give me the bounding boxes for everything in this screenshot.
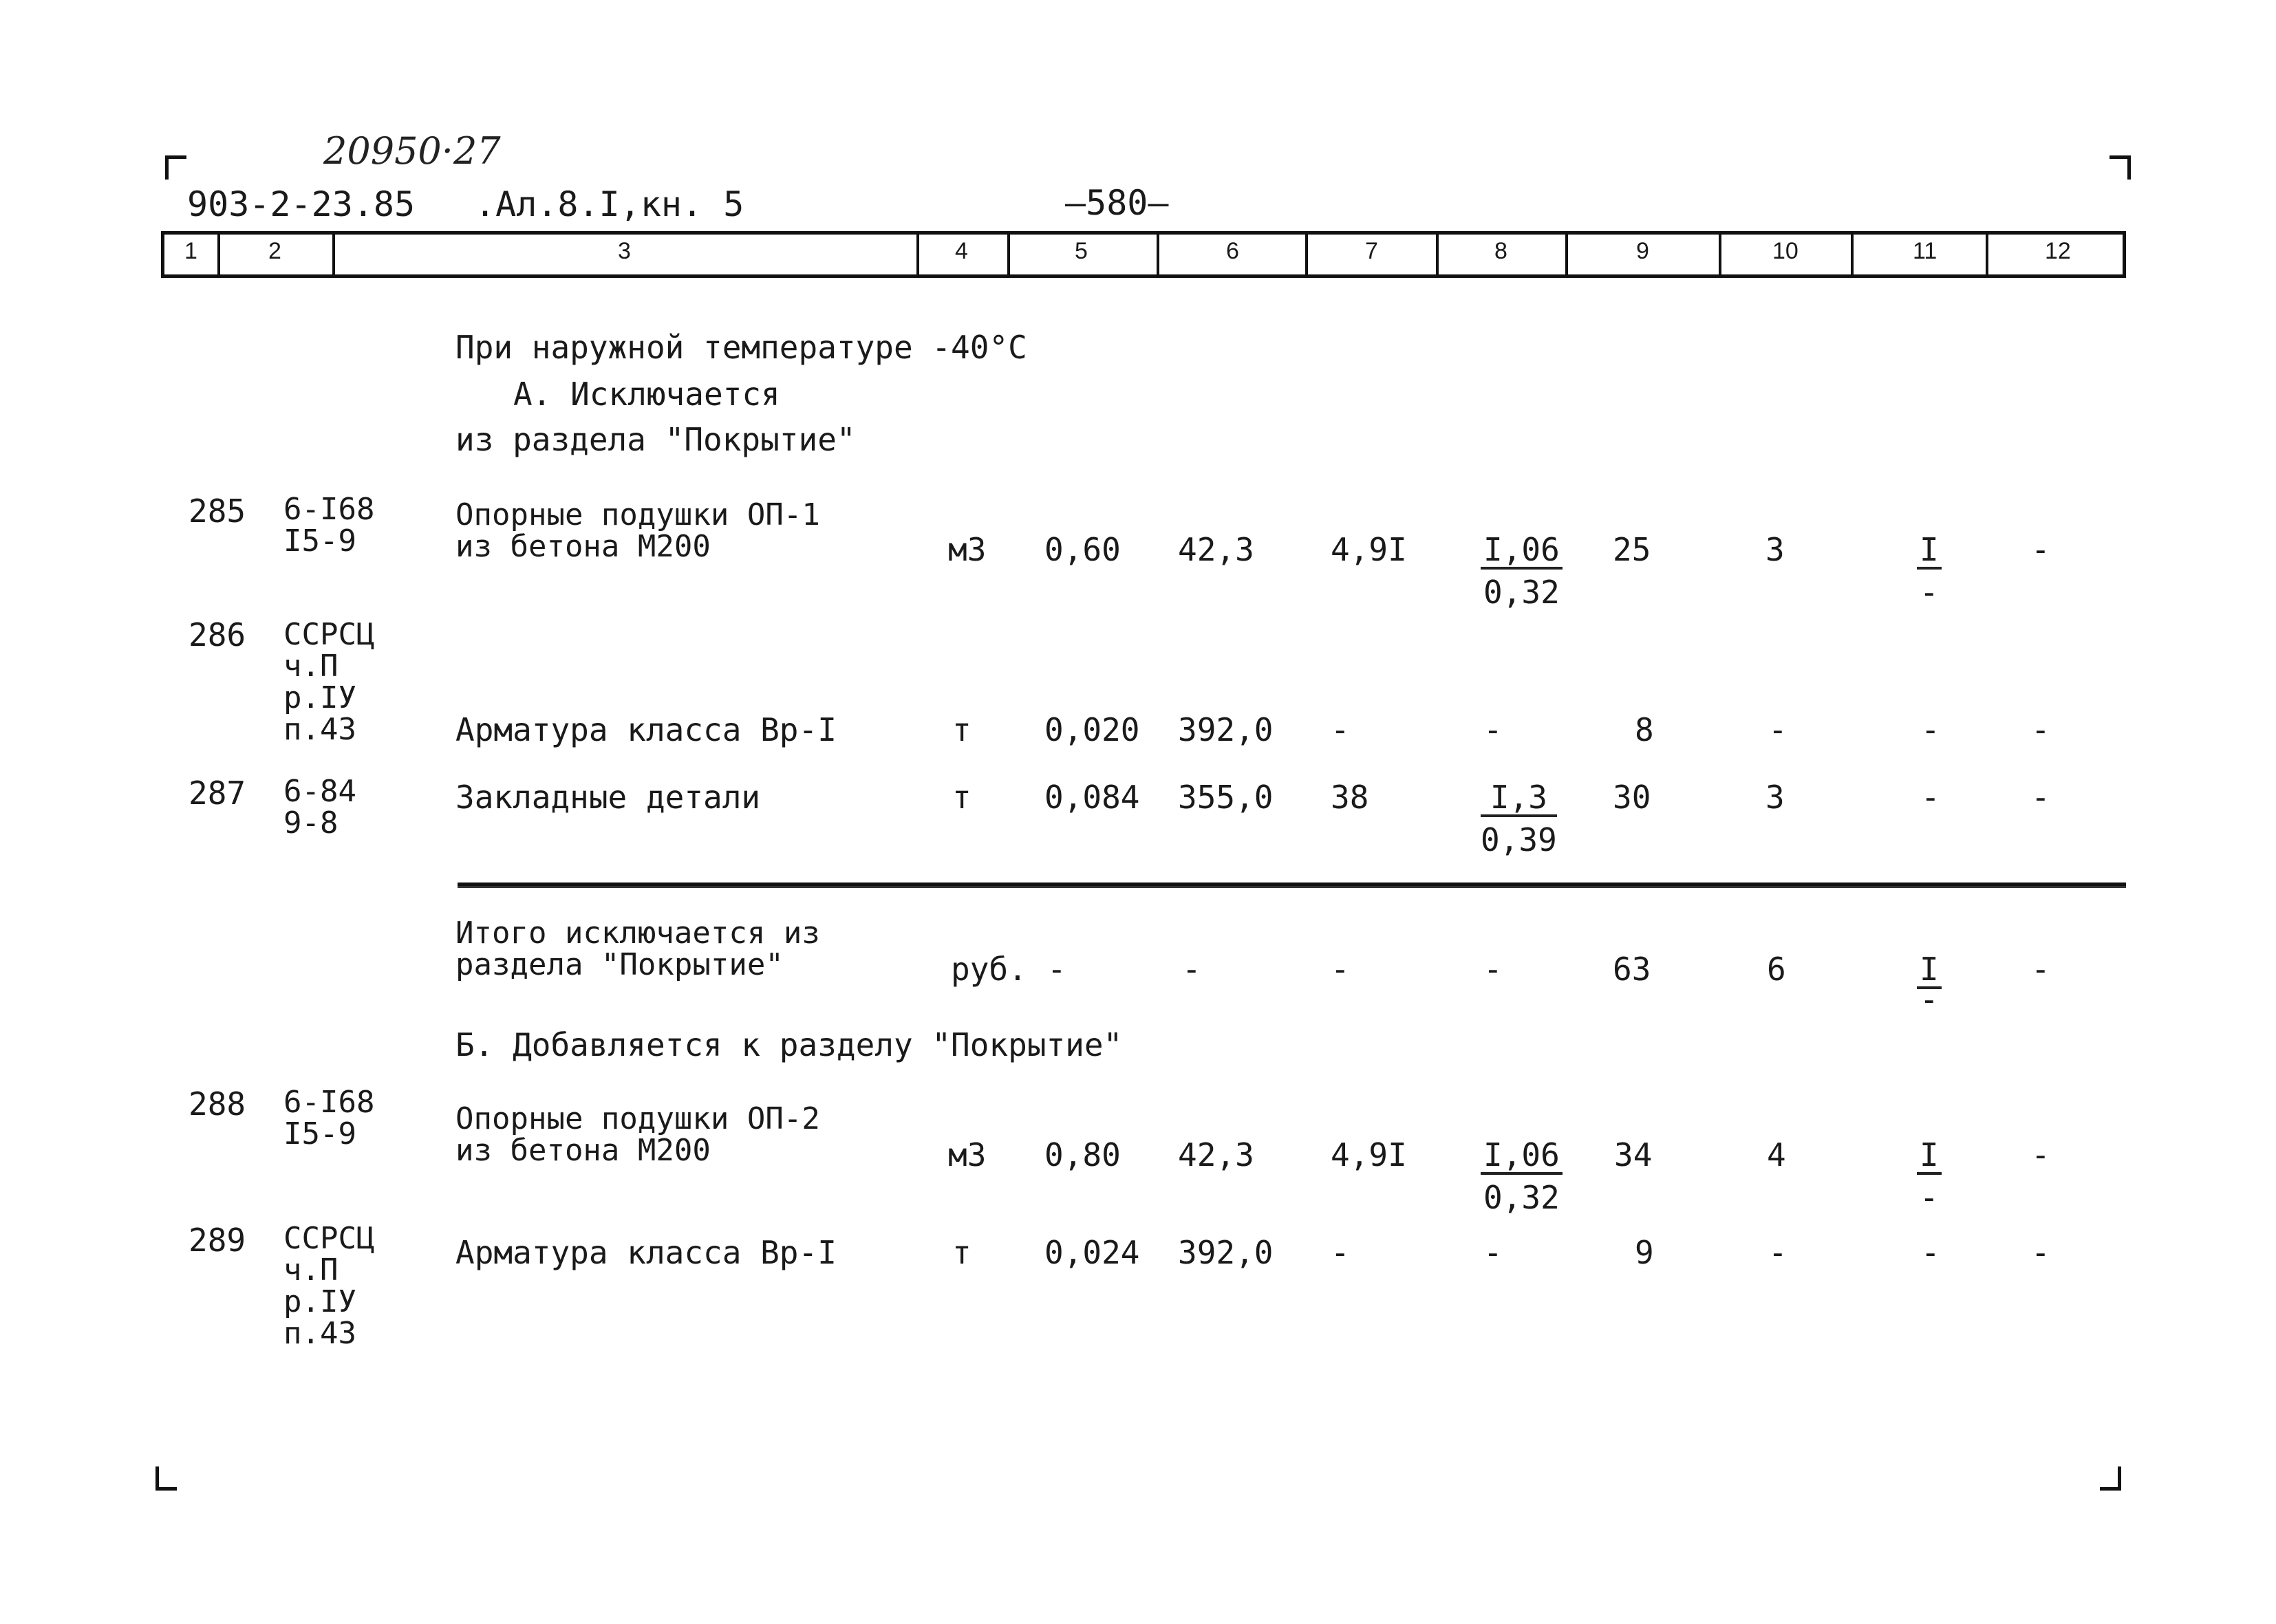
row-price: 42,3 — [1178, 1136, 1254, 1173]
total-col5: - — [1047, 951, 1066, 988]
fraction-top: I,06 — [1481, 532, 1563, 570]
album-reference: .Ал.8.I,кн. 5 — [475, 184, 744, 224]
row-code-line: ч.П — [283, 1253, 339, 1288]
row-number: 285 — [189, 492, 246, 530]
row-code-line: ССРСЦ — [283, 617, 375, 652]
row-name: Арматура класса Вр-I — [455, 1234, 837, 1271]
row-code-line: 6-I68 — [283, 492, 375, 527]
row-col10: 4 — [1767, 1136, 1786, 1173]
fraction-bottom: - — [1920, 1179, 1939, 1216]
row-code-line: 6-84 — [283, 774, 356, 809]
row-number: 286 — [189, 616, 246, 653]
section-a-subtitle: из раздела "Покрытие" — [455, 421, 856, 458]
document-code: 903-2-23.85 — [187, 184, 416, 224]
section-a-title: А. Исключается — [513, 376, 780, 413]
column-divider — [1436, 231, 1439, 278]
total-col12: - — [2031, 951, 2050, 988]
row-unit: т — [952, 779, 971, 816]
row-col11-fraction — [1917, 1138, 1942, 1215]
column-number: 1 — [184, 238, 197, 264]
fraction-top: I,06 — [1481, 1138, 1563, 1175]
column-divider — [1565, 231, 1568, 278]
row-code-line: I5-9 — [283, 523, 356, 559]
column-divider — [1305, 231, 1308, 278]
section-a-condition: При наружной температуре -40°C — [455, 329, 1027, 366]
total-col6: - — [1182, 951, 1201, 988]
column-number: 11 — [1913, 238, 1937, 264]
column-number: 9 — [1636, 238, 1649, 264]
row-code — [283, 1087, 374, 1150]
column-divider — [1719, 231, 1721, 278]
total-label-line: раздела "Покрытие" — [455, 947, 784, 982]
column-divider — [1986, 231, 1988, 278]
row-col12: - — [2031, 531, 2050, 568]
row-col9: 25 — [1613, 531, 1651, 568]
fraction-top: I,3 — [1481, 780, 1557, 817]
row-unit: м3 — [948, 531, 987, 568]
row-col9: 9 — [1635, 1234, 1654, 1271]
row-name-line: из бетона М200 — [455, 1133, 711, 1168]
corner-mark-bottom-left — [155, 1466, 177, 1491]
row-code-line: ССРСЦ — [283, 1221, 375, 1256]
page-number: —580— — [1065, 183, 1169, 223]
row-col7: 4,9I — [1331, 531, 1407, 568]
row-price: 392,0 — [1178, 711, 1274, 748]
total-col8: - — [1483, 951, 1503, 988]
row-quantity: 0,60 — [1044, 531, 1121, 568]
row-col9: 30 — [1613, 779, 1651, 816]
column-divider — [217, 231, 220, 278]
fraction-bottom: - — [1920, 981, 1939, 1018]
fraction-top: I — [1917, 952, 1942, 989]
column-divider — [1851, 231, 1854, 278]
row-col10: - — [1768, 1234, 1787, 1271]
row-col8-fraction — [1481, 532, 1563, 609]
row-code-line: 9-8 — [283, 805, 339, 841]
column-divider — [916, 231, 919, 278]
row-code-line: 6-I68 — [283, 1085, 375, 1120]
row-col7: 38 — [1331, 779, 1369, 816]
column-number: 6 — [1226, 238, 1239, 264]
row-col7: 4,9I — [1331, 1136, 1407, 1173]
row-col10: - — [1768, 711, 1787, 748]
row-col9: 34 — [1614, 1136, 1653, 1173]
fraction-bottom: - — [1920, 574, 1939, 611]
row-code — [283, 619, 374, 746]
total-label — [455, 918, 820, 981]
row-code-line: р.IУ — [283, 680, 356, 715]
row-col8-fraction — [1481, 1138, 1563, 1215]
row-quantity: 0,020 — [1044, 711, 1140, 748]
row-col8: - — [1483, 1234, 1503, 1271]
total-col11-fraction — [1917, 951, 1942, 1018]
row-code-line: I5-9 — [283, 1116, 356, 1151]
row-col10: 3 — [1765, 531, 1785, 568]
column-header-strip — [161, 231, 2126, 278]
row-quantity: 0,024 — [1044, 1234, 1140, 1271]
row-col11: - — [1921, 779, 1940, 816]
column-divider — [1007, 231, 1010, 278]
row-number: 287 — [189, 775, 246, 812]
row-code — [283, 776, 356, 839]
row-code-line: р.IУ — [283, 1284, 356, 1319]
row-name — [455, 1103, 820, 1167]
column-number: 3 — [618, 238, 631, 264]
row-name-line: из бетона М200 — [455, 529, 711, 564]
row-unit: т — [952, 1234, 971, 1271]
row-col8: - — [1483, 711, 1503, 748]
total-unit: руб. — [951, 951, 1027, 988]
fraction-top: I — [1917, 532, 1942, 570]
column-divider — [332, 231, 335, 278]
row-col9: 8 — [1635, 711, 1654, 748]
corner-mark-top-right — [2109, 155, 2131, 180]
column-number: 2 — [268, 238, 281, 264]
row-price: 355,0 — [1178, 779, 1274, 816]
row-col11: - — [1921, 1234, 1940, 1271]
column-number: 7 — [1365, 238, 1378, 264]
row-name: Закладные детали — [455, 779, 761, 816]
total-label-line: Итого исключается из — [455, 916, 820, 951]
row-col12: - — [2031, 779, 2050, 816]
total-col10: 6 — [1767, 951, 1786, 988]
row-name-line: Опорные подушки ОП-1 — [455, 497, 820, 532]
row-unit: м3 — [948, 1136, 987, 1173]
column-number: 8 — [1494, 238, 1507, 264]
column-number: 5 — [1075, 238, 1088, 264]
total-col7: - — [1331, 951, 1350, 988]
handwritten-code: 20950·27 — [323, 129, 501, 173]
row-col10: 3 — [1765, 779, 1785, 816]
row-price: 392,0 — [1178, 1234, 1274, 1271]
row-col7: - — [1331, 711, 1350, 748]
fraction-top: I — [1917, 1138, 1942, 1175]
row-price: 42,3 — [1178, 531, 1254, 568]
row-code — [283, 494, 374, 557]
fraction-bottom: 0,32 — [1483, 1179, 1560, 1216]
row-code-line: п.43 — [283, 712, 356, 747]
row-name — [455, 499, 820, 563]
row-col12: - — [2031, 711, 2050, 748]
row-code-line: ч.П — [283, 649, 339, 684]
row-code — [283, 1223, 374, 1350]
row-col11-fraction — [1917, 532, 1942, 609]
column-number: 12 — [2045, 238, 2071, 264]
row-col12: - — [2031, 1234, 2050, 1271]
row-name: Арматура класса Вр-I — [455, 711, 837, 748]
row-quantity: 0,084 — [1044, 779, 1140, 816]
section-b-title: Б. Добавляется к разделу "Покрытие" — [455, 1026, 1123, 1063]
section-separator — [458, 883, 2126, 888]
row-number: 289 — [189, 1222, 246, 1259]
row-quantity: 0,80 — [1044, 1136, 1121, 1173]
row-col8-fraction — [1481, 780, 1557, 857]
row-col11: - — [1921, 711, 1940, 748]
row-number: 288 — [189, 1085, 246, 1123]
row-name-line: Опорные подушки ОП-2 — [455, 1101, 820, 1136]
row-col12: - — [2031, 1136, 2050, 1173]
row-col7: - — [1331, 1234, 1350, 1271]
row-unit: т — [952, 711, 971, 748]
column-number: 4 — [955, 238, 968, 264]
total-col9: 63 — [1613, 951, 1651, 988]
column-divider — [1157, 231, 1159, 278]
row-code-line: п.43 — [283, 1316, 356, 1351]
corner-mark-bottom-right — [2100, 1466, 2121, 1491]
column-number: 10 — [1772, 238, 1799, 264]
fraction-bottom: 0,39 — [1481, 821, 1557, 858]
fraction-bottom: 0,32 — [1483, 574, 1560, 611]
corner-mark-top-left — [165, 155, 186, 180]
